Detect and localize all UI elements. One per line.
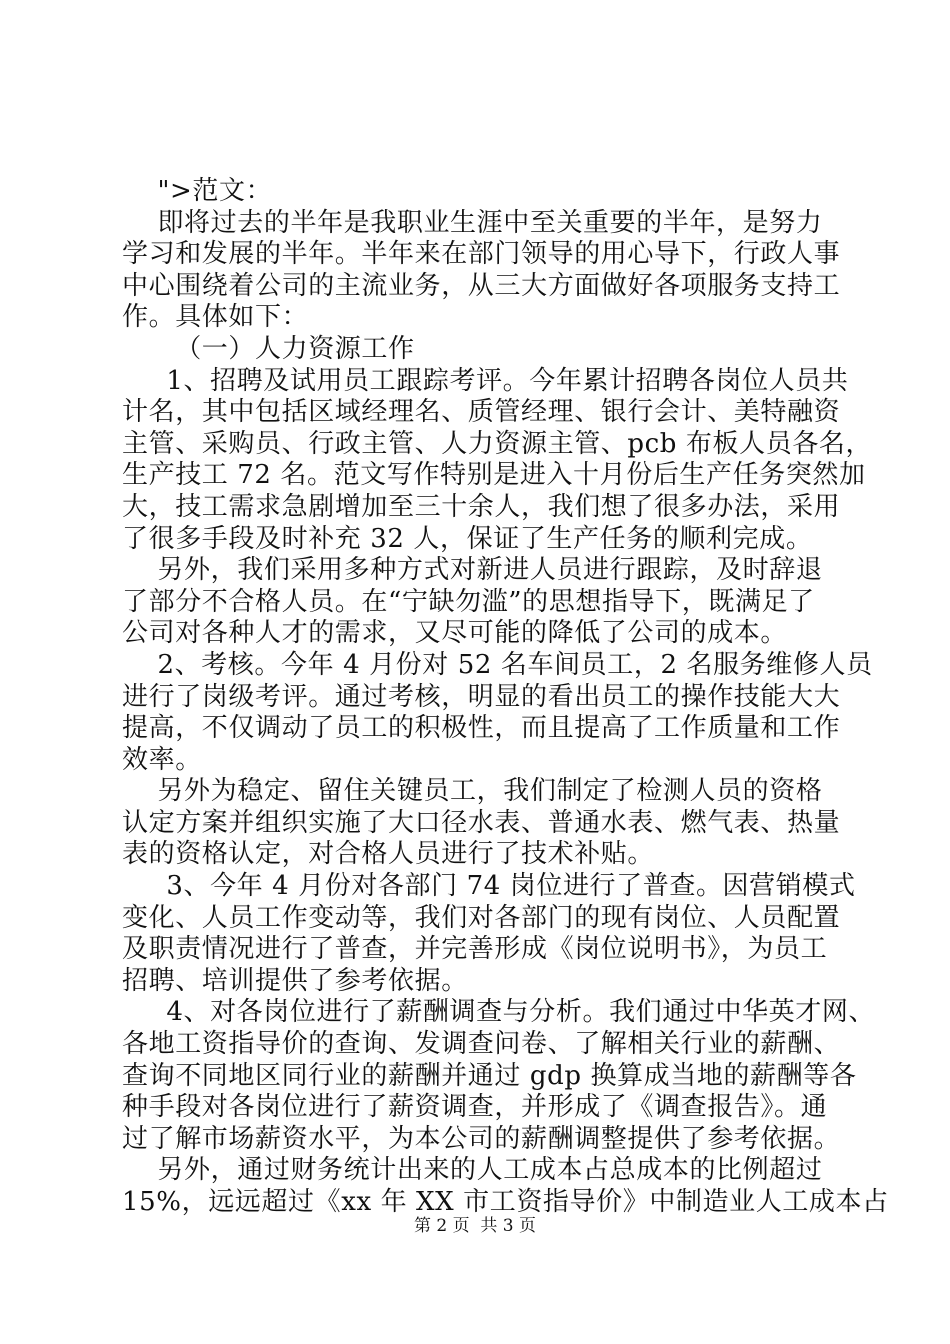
text-line: 另外为稳定、留住关键员工，我们制定了检测人员的资格 [122, 776, 823, 807]
text-line: 公司对各种人才的需求，又尽可能的降低了公司的成本。 [122, 618, 788, 649]
text-line: 查询不同地区同行业的薪酬并通过 gdp 换算成当地的薪酬等各 [122, 1060, 857, 1091]
text-line: 计名，其中包括区域经理名、质管经理、银行会计、美特融资 [122, 397, 841, 428]
document-body [122, 176, 889, 1219]
text-line: 过了解市场薪资水平，为本公司的薪酬调整提供了参考依据。 [122, 1123, 841, 1154]
text-line: 提高，不仅调动了员工的积极性，而且提高了工作质量和工作 [122, 713, 841, 744]
text-line: 各地工资指导价的查询、发调查问卷、了解相关行业的薪酬、 [122, 1029, 841, 1060]
text-line: 3、今年 4 月份对各部门 74 岗位进行了普查。因营销模式 [122, 871, 856, 902]
text-line: 招聘、培训提供了参考依据。 [122, 965, 468, 996]
text-line: 即将过去的半年是我职业生涯中至关重要的半年，是努力 [122, 207, 823, 238]
text-line: 认定方案并组织实施了大口径水表、普通水表、燃气表、热量 [122, 807, 841, 838]
text-line: 另外，通过财务统计出来的人工成本占总成本的比例超过 [122, 1155, 823, 1186]
section-heading: （一）人力资源工作 [122, 333, 415, 364]
text-line: 效率。 [122, 744, 202, 775]
text-line: 2、考核。今年 4 月份对 52 名车间员工，2 名服务维修人员 [122, 649, 873, 680]
text-line: 15%，远远超过《xx 年 XX 市工资指导价》中制造业人工成本占 [122, 1187, 889, 1217]
text-line: 4、对各岗位进行了薪酬调查与分析。我们通过中华英才网、 [122, 997, 876, 1028]
text-line: 学习和发展的半年。半年来在部门领导的用心导下，行政人事 [122, 239, 841, 270]
text-line: 进行了岗级考评。通过考核，明显的看出员工的操作技能大大 [122, 681, 841, 712]
text-line: 生产技工 72 名。范文写作特别是进入十月份后生产任务突然加 [122, 460, 866, 491]
text-line: 作。具体如下： [122, 302, 309, 333]
text-line: 了很多手段及时补充 32 人，保证了生产任务的顺利完成。 [122, 523, 813, 554]
text-line: ">范文： [122, 176, 273, 206]
text-line: 种手段对各岗位进行了薪资调查，并形成了《调查报告》。通 [122, 1092, 828, 1123]
text-line: 表的资格认定，对合格人员进行了技术补贴。 [122, 839, 655, 870]
text-line: 变化、人员工作变动等，我们对各部门的现有岗位、人员配置 [122, 902, 841, 933]
text-line: 中心围绕着公司的主流业务，从三大方面做好各项服务支持工 [122, 270, 841, 301]
text-line: 及职责情况进行了普查，并完善形成《岗位说明书》，为员工 [122, 934, 828, 965]
text-line: 1、招聘及试用员工跟踪考评。今年累计招聘各岗位人员共 [122, 365, 849, 396]
text-line: 主管、采购员、行政主管、人力资源主管、pcb 布板人员各名， [122, 428, 873, 459]
text-line: 大，技工需求急剧增加至三十余人，我们想了很多办法，采用 [122, 491, 841, 522]
text-line: 另外，我们采用多种方式对新进人员进行跟踪，及时辞退 [122, 555, 823, 586]
page-number-footer: 第 2 页 共 3 页 [413, 1216, 537, 1236]
text-line: 了部分不合格人员。在“宁缺勿滥”的思想指导下，既满足了 [122, 586, 815, 617]
